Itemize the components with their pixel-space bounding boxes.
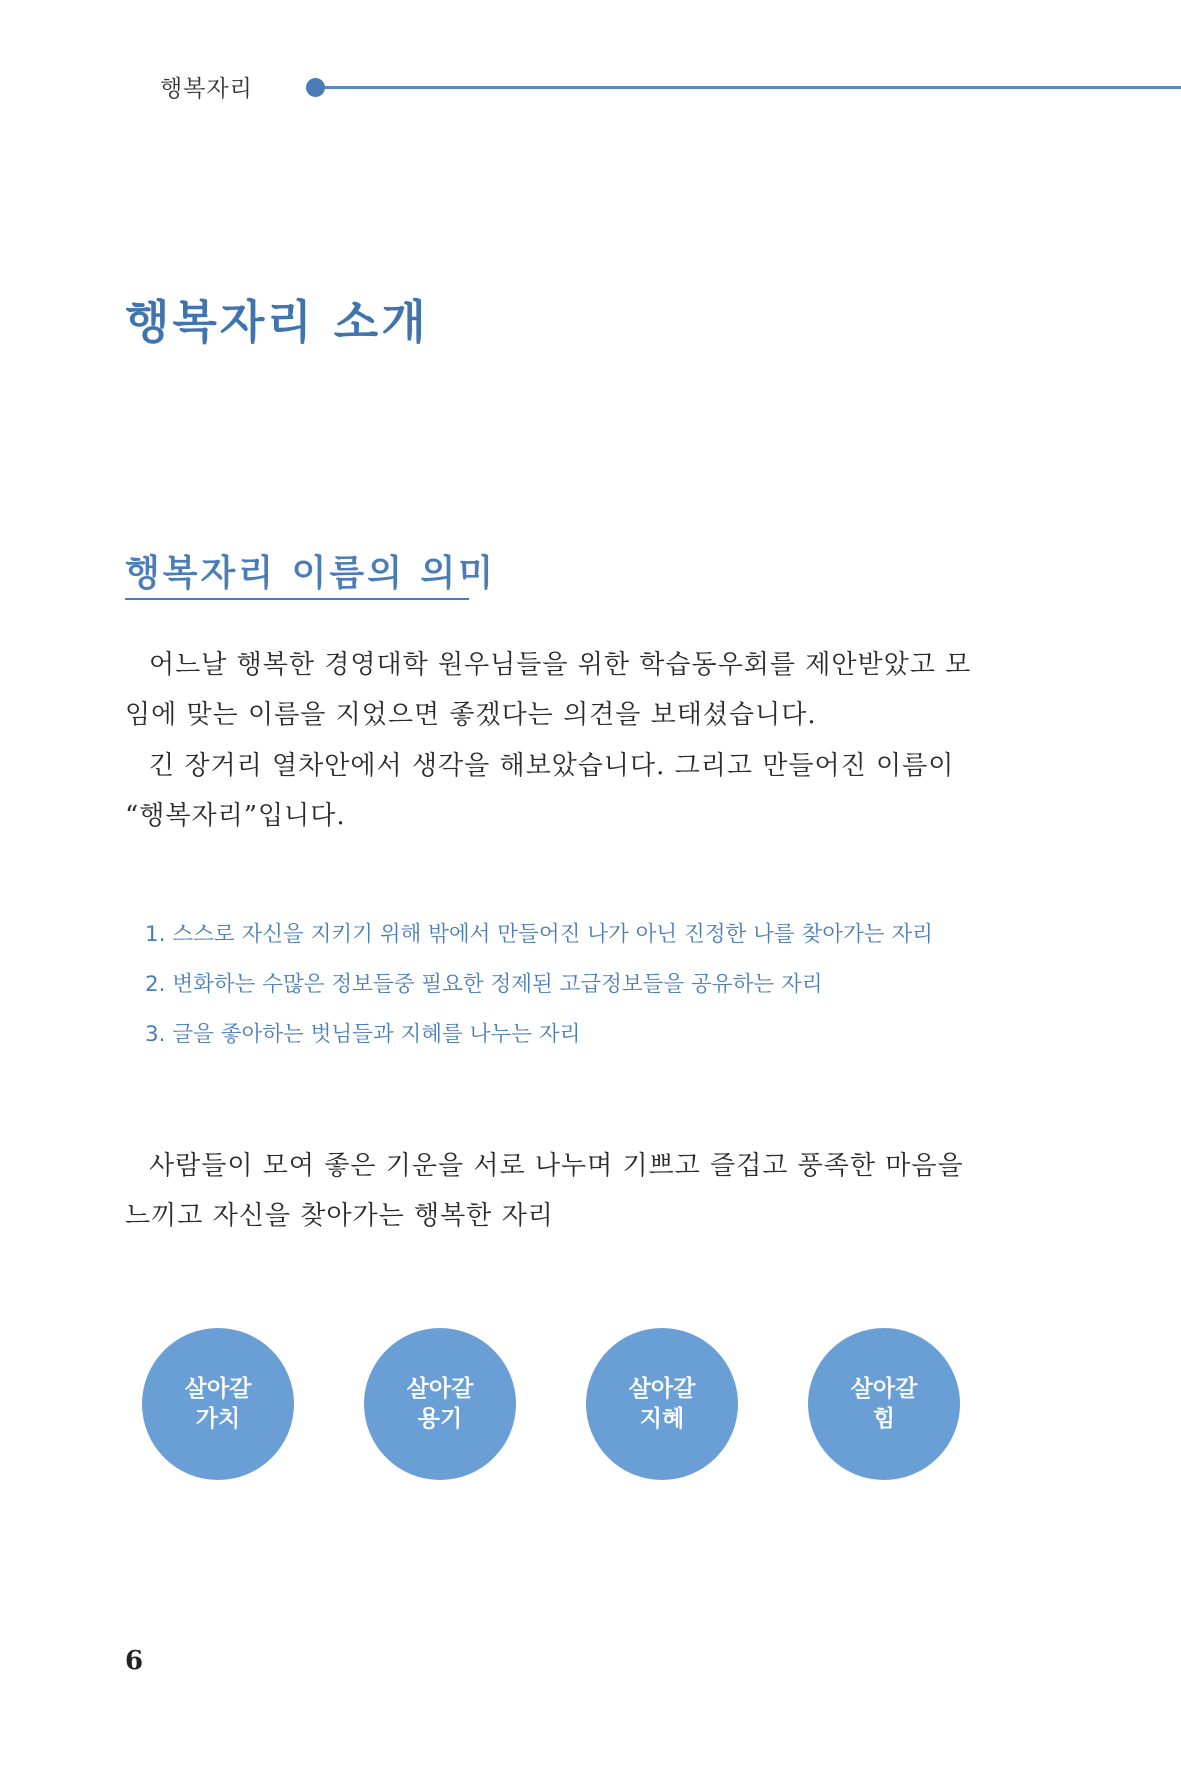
circle-line: 힘	[872, 1406, 896, 1432]
circle-line: 살아갈	[184, 1376, 252, 1402]
paragraph-line: 긴 장거리 열차안에서 생각을 해보았습니다. 그리고 만들어진 이름이	[149, 751, 955, 781]
circle-line: 용기	[417, 1406, 463, 1432]
chapter-title: 행복자리 소개	[125, 295, 429, 349]
value-circles	[142, 1328, 962, 1482]
value-circle-wisdom	[586, 1328, 738, 1480]
circle-line: 살아갈	[628, 1376, 696, 1402]
circle-line: 지혜	[639, 1406, 685, 1432]
paragraph-line: 느끼고 자신을 찾아가는 행복한 자리	[125, 1201, 554, 1231]
section-underline	[125, 598, 469, 600]
header-dot	[306, 78, 325, 97]
paragraph-line: “행복자리”입니다.	[125, 801, 346, 831]
paragraph-line: 사람들이 모여 좋은 기운을 서로 나누며 기쁘고 즐겁고 풍족한 마음을	[149, 1151, 964, 1181]
list-item: 3. 글을 좋아하는 벗님들과 지혜를 나누는 자리	[145, 1022, 581, 1047]
intro-paragraph	[125, 640, 985, 740]
summary-paragraph	[125, 1141, 985, 1241]
circle-line: 살아갈	[850, 1376, 918, 1402]
header-rule	[320, 86, 1181, 89]
meaning-list	[145, 918, 933, 1068]
paragraph-line: 어느날 행복한 경영대학 원우님들을 위한 학습동우회를 제안받았고 모	[149, 650, 972, 680]
list-item: 2. 변화하는 수많은 정보들중 필요한 정제된 고급정보들을 공유하는 자리	[145, 972, 823, 997]
circle-line: 가치	[195, 1406, 241, 1432]
paragraph-line: 임에 맞는 이름을 지었으면 좋겠다는 의견을 보태셨습니다.	[125, 700, 817, 730]
value-circle-value	[142, 1328, 294, 1480]
value-circle-courage	[364, 1328, 516, 1480]
name-origin-paragraph	[125, 741, 985, 841]
value-circle-strength	[808, 1328, 960, 1480]
circle-line: 살아갈	[406, 1376, 474, 1402]
page-number: 6	[125, 1646, 144, 1676]
list-item: 1. 스스로 자신을 지키기 위해 밖에서 만들어진 나가 아닌 진정한 나를 찾아가는 자리	[145, 922, 933, 947]
running-header-title: 행복자리	[160, 76, 253, 102]
section-title: 행복자리 이름의 의미	[125, 552, 497, 594]
